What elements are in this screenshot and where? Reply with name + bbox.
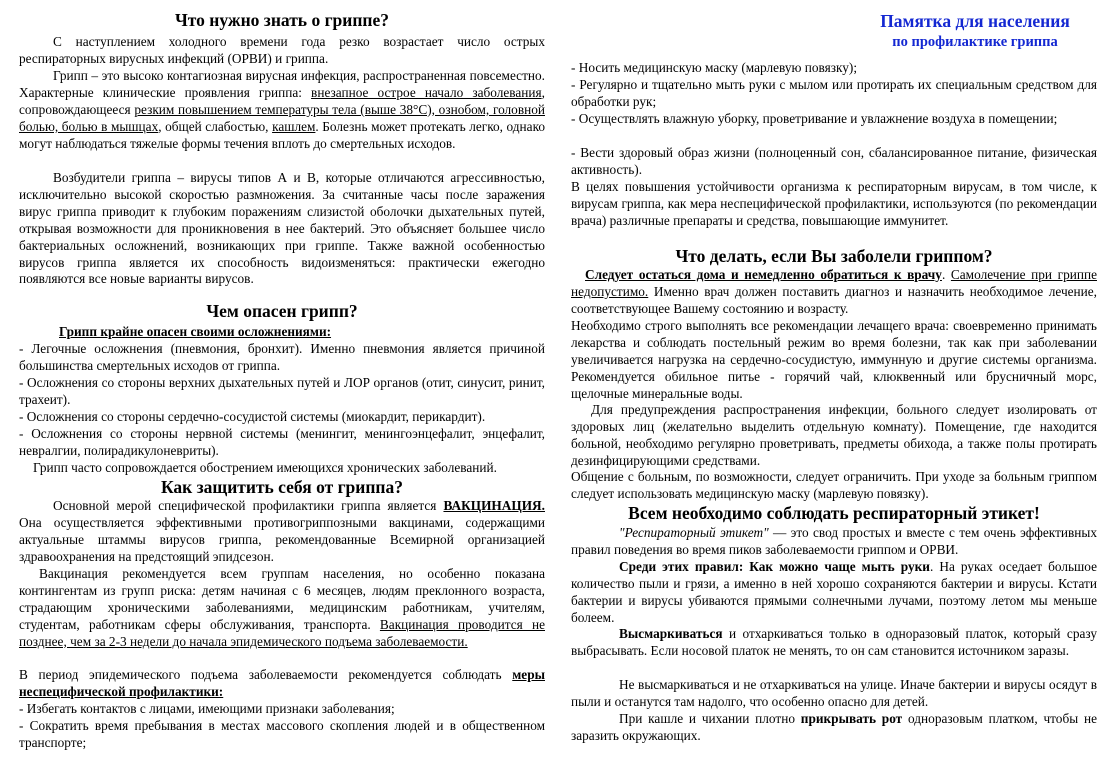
list-item-ent: - Осложнения со стороны верхних дыхательных путей и ЛОР органов (отит, синусит, ринит, трахеит). (19, 375, 545, 407)
list-item-lung: - Легочные осложнения (пневмония, бронхит). Именно пневмония является причиной большинства смертельных исходов от гриппа. (19, 341, 545, 373)
list-item-reduce-crowds: - Сократить время пребывания в местах массового скопления людей и в общественном транспорте; (19, 718, 545, 750)
para-nonspecific: В период эпидемического подъема заболеваемости рекомендуется соблюдать меры неспецифической профилактики: (19, 667, 545, 699)
heading-what-to-know: Что нужно знать о гриппе? (174, 10, 390, 30)
para-etiquette-definition: "Респираторный этикет" — это свод простых и вместе с тем очень эффективных правил поведения во время пиков заболеваемости гриппом и ОРВИ. (571, 525, 1097, 557)
para-pathogens: Возбудители гриппа – вирусы типов А и В, которые отличаются агрессивностью, исключительно высокой скоростью размножения. За считанные часы после заражения вирус гриппа приводит к глубоким поражениям слизистой оболочки дыхательных путей, открывая возможности для проникновения в нее бактерий. Это объясняет большее число бактериальных осложнений, возникающих при гриппе. Также важной особенностью вирусов гриппа является их способность видоизменяться: практически ежегодно появляются все новые варианты вирусов. (19, 170, 545, 287)
para-flu-definition: Грипп – это высоко контагиозная вирусная инфекция, распространенная повсеместно. Характерные клинические проявления гриппа: внезапное острое начало заболевания, сопровождающееся резким повышением температуры тела (выше 38°С), ознобом, головной болью, болью в мышцах, общей слабостью, кашлем. Болезнь может протекать легко, однако могут наблюдаться тяжелые формы течения вплоть до смертельных исходов. (19, 68, 546, 151)
list-item-cleaning: - Осуществлять влажную уборку, проветривание и увлажнение воздуха в помещении; (571, 111, 1058, 126)
heading-respiratory-etiquette: Всем необходимо соблюдать респираторный этикет! (628, 503, 1040, 523)
para-risk-groups: Вакцинация рекомендуется всем группам населения, но особенно показана контингентам из групп риска: детям начиная с 6 месяцев, людям преклонного возраста, страдающим хроническими заболеваниями, медицинским работникам, учителям, студентам, работникам сферы обслуживания, транспорта. Вакцинация проводится не позднее, чем за 2-3 недели до начала эпидемического подъема заболеваемости. (19, 566, 545, 649)
memo-title: Памятка для населения (880, 11, 1070, 31)
list-item-nervous: - Осложнения со стороны нервной системы (менингит, менингоэнцефалит, энцефалит, невралгии, полирадикулоневриты). (19, 426, 545, 458)
para-doctor-advice: Необходимо строго выполнять все рекомендации лечащего врача: своевременно принимать лекарства и соблюдать постельный режим во время болезни, так как при заболевании увеличивается нагрузка на сердечно-сосудистую, иммунную и другие системы организма. Рекомендуется обильное питье - горячий чай, клюквенный или брусничный морс, щелочные минеральные воды. (571, 318, 1097, 401)
heading-protect: Как защитить себя от гриппа? (160, 477, 404, 497)
subheading-complications: Грипп крайне опасен своими осложнениями: (59, 324, 332, 339)
para-immunity: В целях повышения устойчивости организма к респираторным вирусам, в том числе, к вирусам гриппа, как мера неспецифической профилактики, используются (по рекомендации врача) различные препараты и средства, повышающие иммунитет. (571, 179, 1097, 228)
para-intro: С наступлением холодного времени года резко возрастает число острых респираторных вирусных инфекций (ОРВИ) и гриппа. (19, 34, 545, 66)
list-item-wash-hands: - Регулярно и тщательно мыть руки с мылом или протирать их специальным средством для обработки рук; (571, 77, 1097, 109)
list-item-avoid-contacts: - Избегать контактов с лицами, имеющими признаки заболевания; (19, 701, 395, 716)
para-isolation: Для предупреждения распространения инфекции, больного следует изолировать от здоровых лиц (желательно выделить отдельную комнату). Помещение, где находится больной, необходимо регулярно проветривать, предметы обихода, а также полы протирать дезинфицирующими средствами. (571, 402, 1097, 468)
para-chronic: Грипп часто сопровождается обострением имеющихся хронических заболеваний. (33, 460, 497, 475)
para-disposable-tissue: Высмаркиваться и отхаркиваться только в одноразовый платок, который сразу выбрасывать. Если носовой платок не менять, то он сам становится источником заразы. (571, 626, 1097, 658)
memo-subtitle: по профилактике гриппа (892, 34, 1058, 50)
heading-danger: Чем опасен грипп? (206, 301, 358, 321)
para-cover-mouth: При кашле и чихании плотно прикрывать рот одноразовым платком, чтобы не заразить окружающих. (571, 711, 1097, 743)
para-communication: Общение с больным, по возможности, следует ограничить. При уходе за больным гриппом следует использовать медицинскую маску (марлевую повязку). (571, 469, 1097, 501)
para-wash-hands-often: Среди этих правил: Как можно чаще мыть руки. На руках оседает большое количество пыли и грязи, а именно в ней хорошо сохраняются бактерии и вирусы. Кстати бактерии и вирусы убиваются прямыми солнечными лучами, поэтому летом мы меньше болеем. (571, 559, 1097, 625)
para-stay-home: Следует остаться дома и немедленно обратиться к врачу. Самолечение при гриппе недопустимо. Именно врач должен поставить диагноз и назначить необходимое лечение, соответствующее Вашему состоянию и возрасту. (571, 267, 1097, 316)
list-item-mask: - Носить медицинскую маску (марлевую повязку); (571, 60, 858, 75)
heading-if-sick: Что делать, если Вы заболели гриппом? (675, 246, 993, 266)
para-vaccination: Основной мерой специфической профилактики гриппа является ВАКЦИНАЦИЯ. Она осуществляется эффективными противогриппозными вакцинами, содержащими актуальные штаммы вирусов гриппа, рекомендованные Всемирной организацией здравоохранения на предстоящий эпидсезон. (19, 498, 545, 564)
list-item-heart: - Осложнения со стороны сердечно-сосудистой системы (миокардит, перикардит). (19, 409, 486, 424)
list-item-healthy-lifestyle: - Вести здоровый образ жизни (полноценный сон, сбалансированное питание, физическая активность). (571, 145, 1097, 177)
para-no-spitting: Не высмаркиваться и не отхаркиваться на улице. Иначе бактерии и вирусы осядут в пыли и останутся там надолго, что особенно опасно для детей. (571, 677, 1097, 709)
